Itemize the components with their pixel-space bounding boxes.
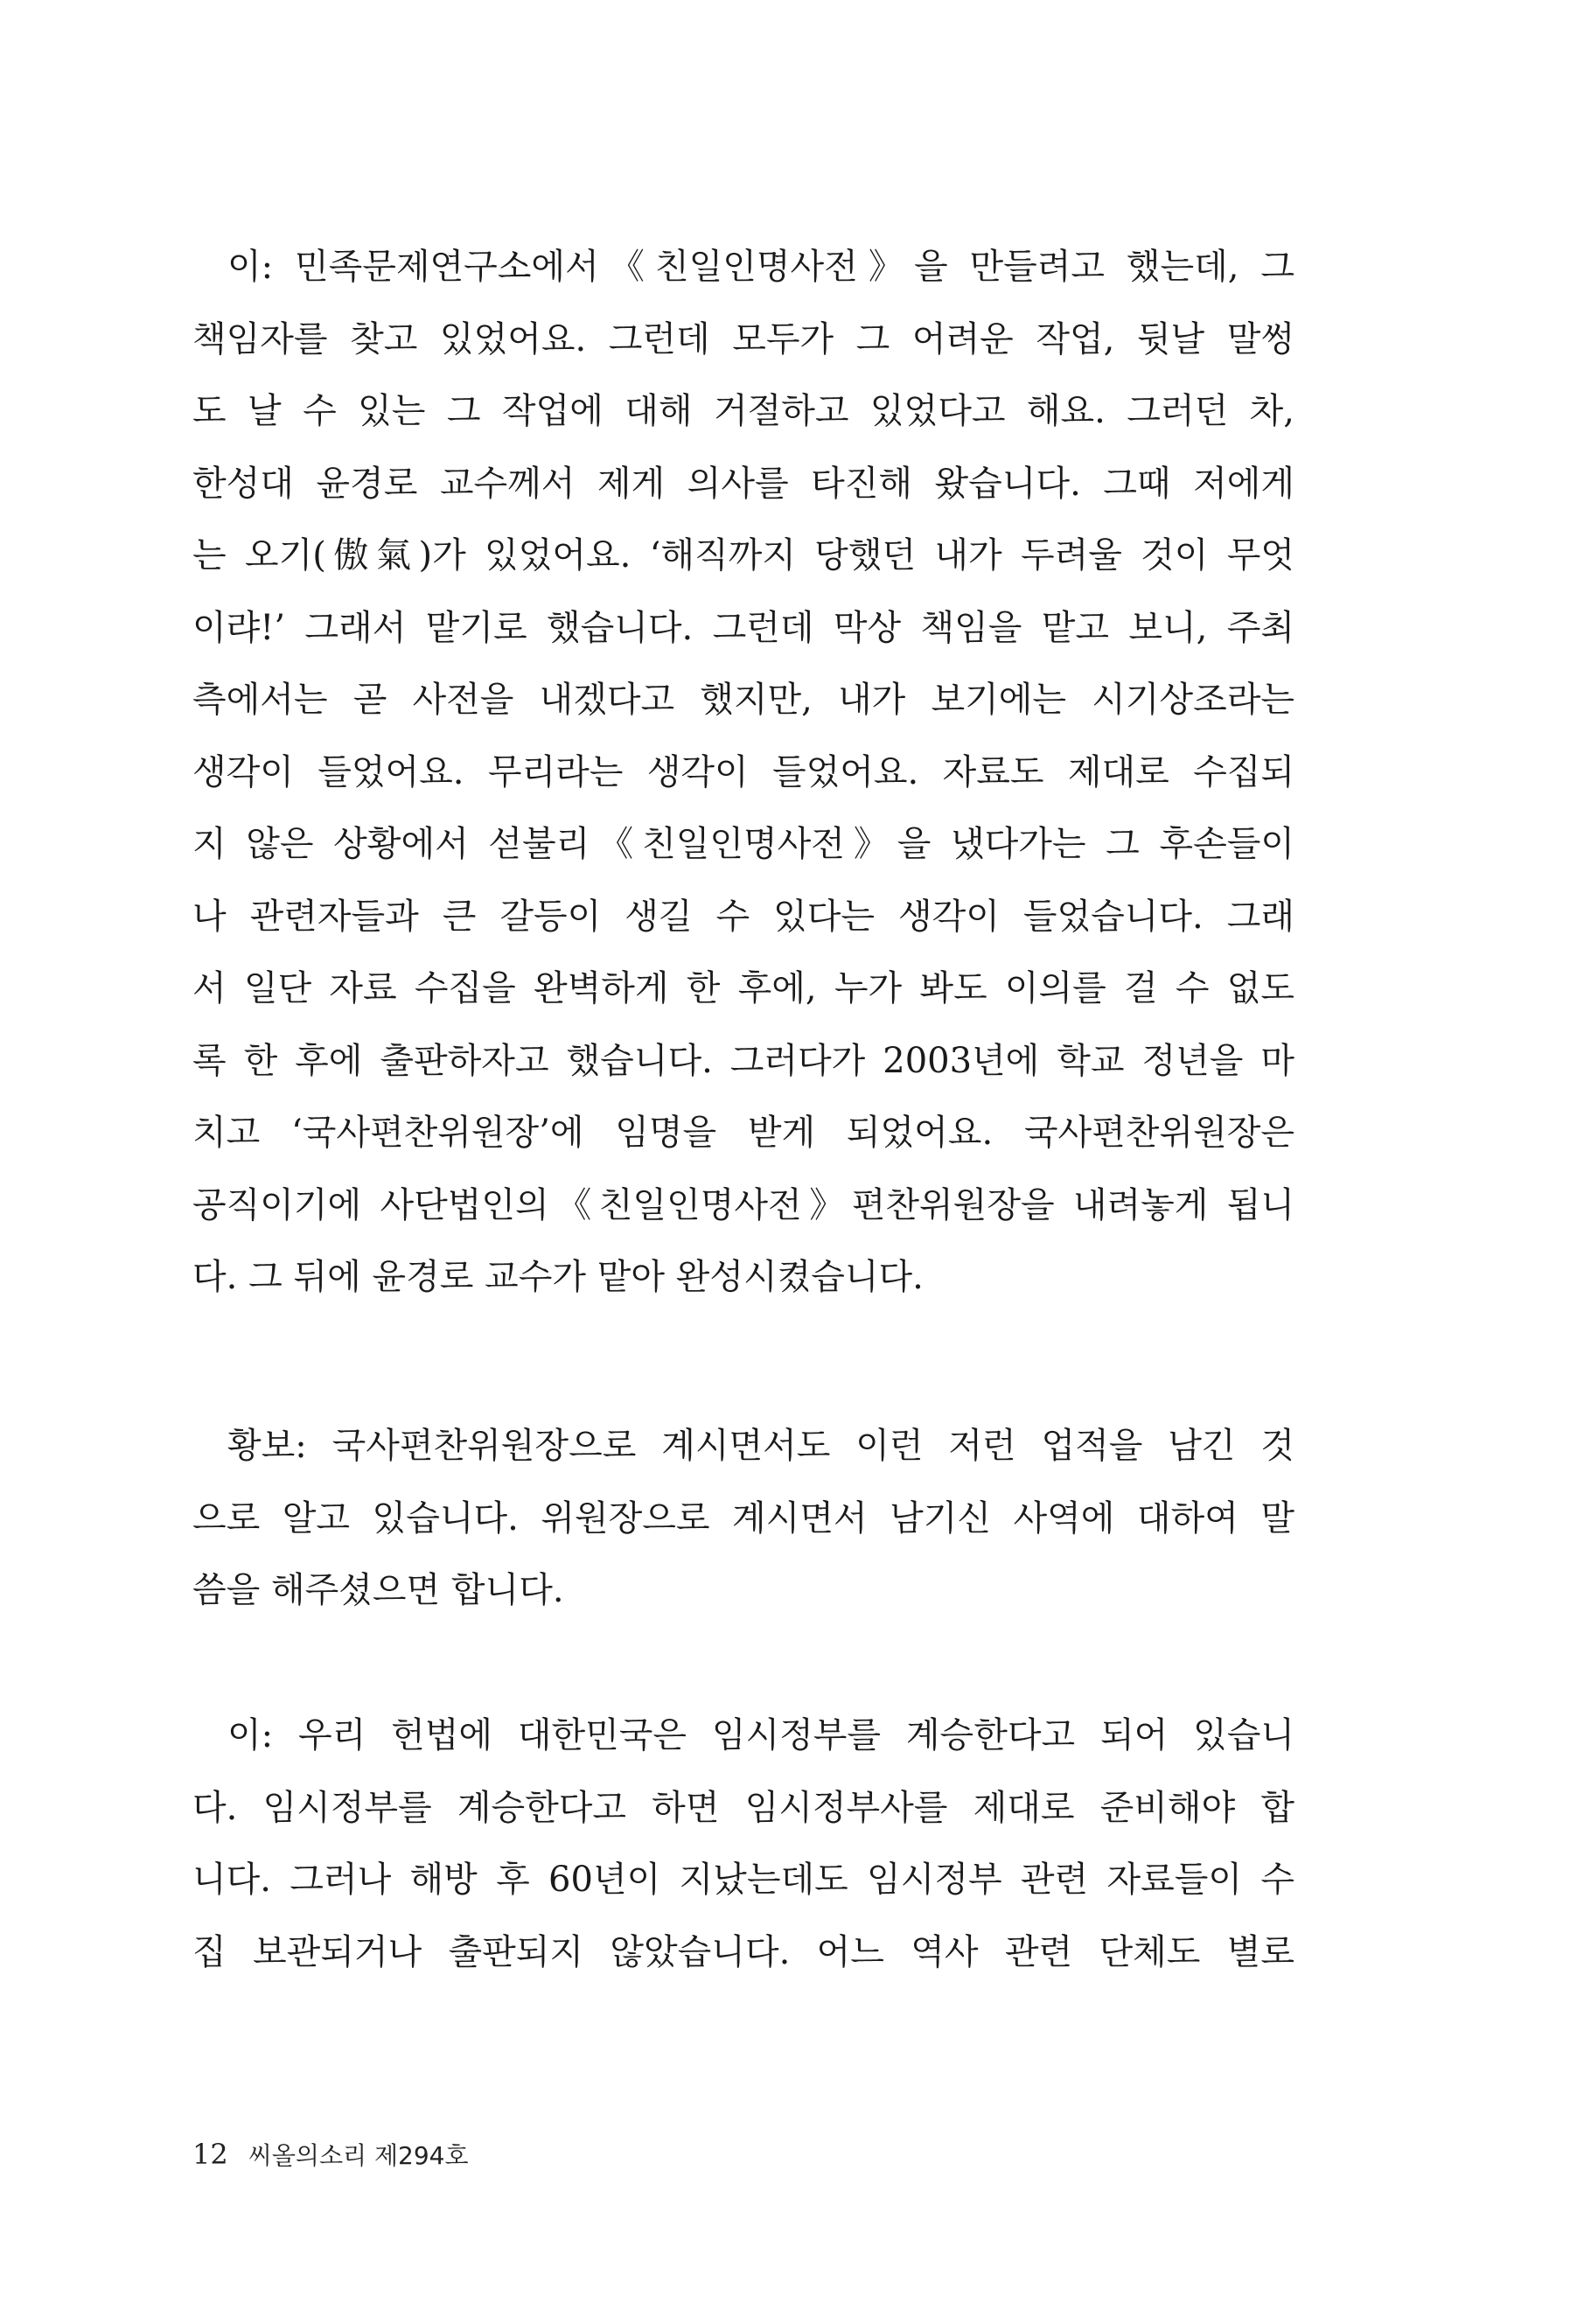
- text-line: 는 오기(傲氣)가 있었어요. ‘해직까지 당했던 내가 두려울 것이 무엇: [192, 535, 1294, 576]
- paragraph-answer-1: [192, 231, 1294, 1314]
- text-line: 니다. 그러나 해방 후 60년이 지났는데도 임시정부 관련 자료들이 수: [192, 1860, 1294, 1900]
- text-line: 록 한 후에 출판하자고 했습니다. 그러다가 2003년에 학교 정년을 마: [192, 1040, 1294, 1081]
- text-line: 공직이기에 사단법인의《친일인명사전》편찬위원장을 내려놓게 됩니: [192, 1184, 1294, 1225]
- text-line: 나 관련자들과 큰 갈등이 생길 수 있다는 생각이 들었습니다. 그래: [192, 896, 1294, 937]
- text-line: 측에서는 곧 사전을 내겠다고 했지만, 내가 보기에는 시기상조라는: [192, 680, 1294, 720]
- publication-title: 씨올의소리 제294호: [248, 2141, 469, 2170]
- text-line: 다. 그 뒤에 윤경로 교수가 맡아 완성시켰습니다.: [192, 1257, 924, 1297]
- text-line: 씀을 해주셨으면 합니다.: [192, 1570, 564, 1610]
- text-line: 책임자를 찾고 있었어요. 그런데 모두가 그 어려운 작업, 뒷날 말썽: [192, 318, 1294, 359]
- text-line: 황보: 국사편찬위원장으로 계시면서도 이런 저런 업적을 남긴 것: [227, 1426, 1294, 1466]
- text-line: 이: 민족문제연구소에서《친일인명사전》을 만들려고 했는데, 그: [227, 247, 1294, 287]
- text-line: 도 날 수 있는 그 작업에 대해 거절하고 있었다고 해요. 그러던 차,: [192, 391, 1294, 431]
- text-line: 으로 알고 있습니다. 위원장으로 계시면서 남기신 사역에 대하여 말: [192, 1497, 1294, 1539]
- text-line: 지 않은 상황에서 섣불리《친일인명사전》을 냈다가는 그 후손들이: [192, 824, 1294, 864]
- paragraph-answer-3: [192, 1699, 1294, 1988]
- text-line: 치고 ‘국사편찬위원장’에 임명을 받게 되었어요. 국사편찬위원장은: [192, 1113, 1294, 1153]
- page-number: 12: [192, 2138, 228, 2171]
- text-line: 서 일단 자료 수집을 완벽하게 한 후에, 누가 봐도 이의를 걸 수 없도: [192, 968, 1294, 1008]
- paragraph-question-2: [192, 1410, 1294, 1627]
- text-line: 한성대 윤경로 교수께서 제게 의사를 타진해 왔습니다. 그때 저에게: [192, 463, 1294, 504]
- text-line: 이랴!’ 그래서 맡기로 했습니다. 그런데 막상 책임을 맡고 보니, 주최: [192, 607, 1294, 648]
- text-line: 다. 임시정부를 계승한다고 하면 임시정부사를 제대로 준비해야 합: [192, 1787, 1294, 1828]
- text-line: 생각이 들었어요. 무리라는 생각이 들었어요. 자료도 제대로 수집되: [192, 751, 1294, 792]
- text-line: 이: 우리 헌법에 대한민국은 임시정부를 계승한다고 되어 있습니: [227, 1715, 1294, 1755]
- text-line: 집 보관되거나 출판되지 않았습니다. 어느 역사 관련 단체도 별로: [192, 1931, 1294, 1972]
- page-footer: [192, 2132, 469, 2176]
